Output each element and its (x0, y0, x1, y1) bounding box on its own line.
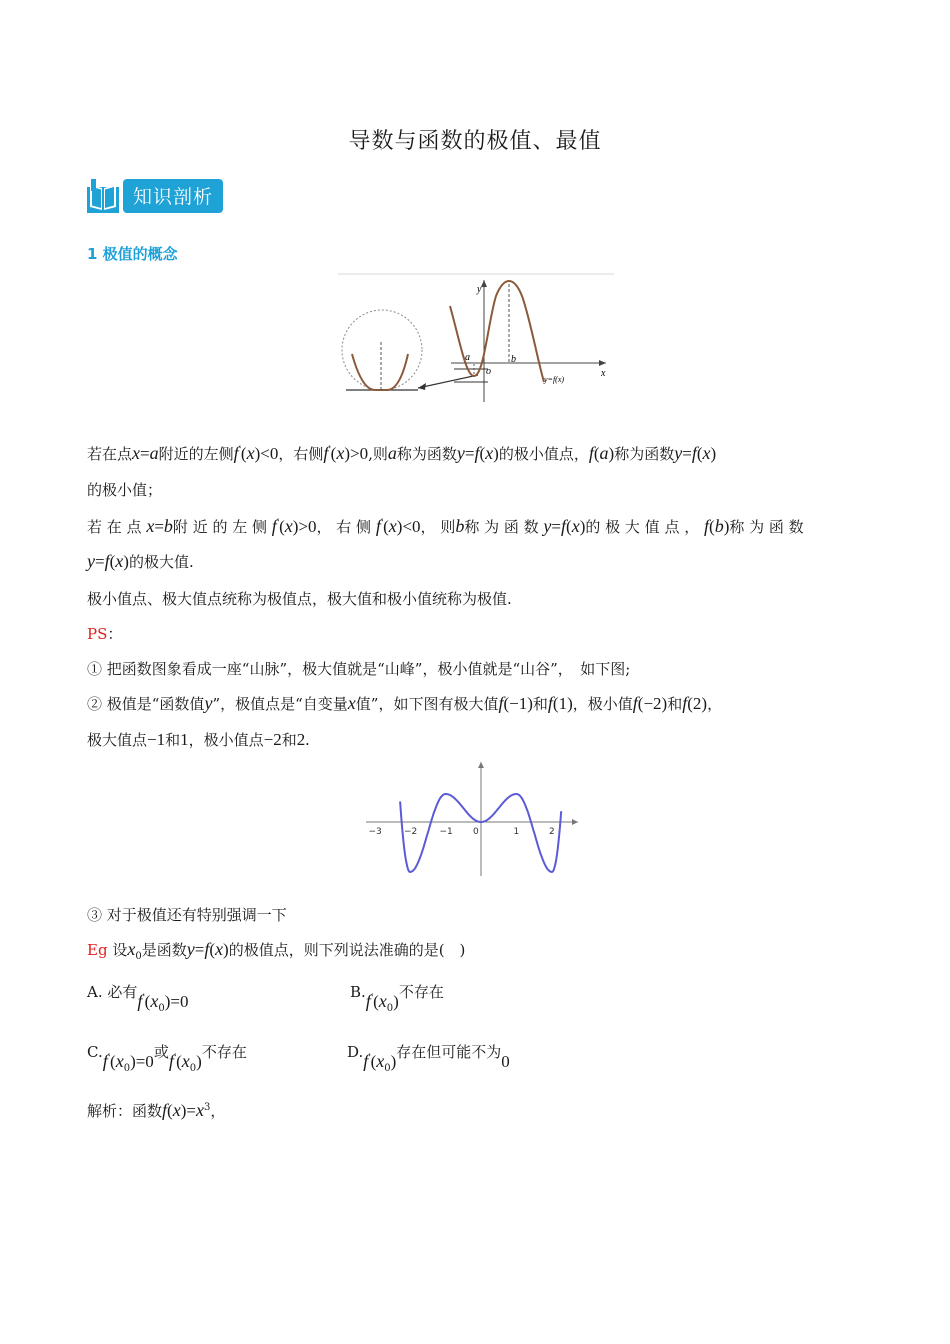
option-b[interactable]: $B.f'(x_0)$不存在 (350, 983, 444, 1014)
ps-item2-line1: ② 极值是“函数值y”，极值点是“自变量x值”，如下图有极大值f(−1)和f(1)，极小值f(−2)和f(2)， (87, 693, 723, 713)
para1-line2: 的极小值； (87, 481, 163, 499)
ps-item2-line2: 极大值点−1和1，极小值点−2和2. (87, 730, 310, 749)
option-c[interactable]: $C.f'(x_0)=0$或$f'(x_0)$不存在 (87, 1043, 247, 1074)
x-tick-label: −1 (439, 827, 453, 837)
para3: 极小值点、极大值点统称为极值点，极大值和极小值统称为极值. (87, 590, 512, 608)
fig1-func-label: y=f(x) (544, 375, 565, 384)
analysis: 解析：函数$f(x)=x^3$， (87, 1100, 226, 1120)
fig1-a-label: a (465, 352, 470, 363)
ps-item1: ① 把函数图象看成一座“山脉”，极大值就是“山峰”，极小值就是“山谷”， 如下图; (87, 660, 631, 678)
extremum-figure (338, 272, 614, 410)
banner-label: 知识剖析 (123, 179, 223, 213)
x-tick-label: 2 (549, 827, 555, 837)
section-banner (87, 178, 223, 214)
fig1-b-label: b (511, 354, 516, 365)
para2-line2: y=f(x)的极大值. (87, 551, 194, 571)
ps-item3: ③ 对于极值还有特别强调一下 (87, 906, 287, 924)
fig1-x-label: x (601, 368, 606, 379)
option-d[interactable]: $D.f'(x_0)$存在但可能不为0 (347, 1043, 510, 1074)
x-tick-label: −2 (404, 827, 418, 837)
ps-heading: PS： (87, 625, 123, 643)
example-question: Eg 设$x_0$是函数y=f(x)的极值点，则下列说法准确的是( ) (87, 939, 466, 962)
extrema-graph (362, 760, 586, 878)
para1-line1: 若在点x=a附近的左侧f′(x)<0，右侧f′(x)>0,则a称为函数y=f(x)的极小值点，f(a)称为函数y=f(x) (87, 443, 717, 463)
option-a[interactable]: A. 必有$f'(x_0)=0$ (87, 983, 189, 1014)
para2-line1: 若 在 点 x=b附 近 的 左 侧 f′(x)>0， 右 侧 f′(x)<0， 则b称 为 函 数 y=f(x)的 极 大 值 点 ， f(b)称 为 函 数 (87, 516, 804, 536)
fig1-o-label: o (486, 366, 491, 377)
x-tick-label: 1 (513, 827, 520, 837)
fig1-y-label: y (477, 284, 482, 295)
section-heading: 1 极值的概念 (87, 245, 178, 263)
open-book-icon (87, 179, 119, 213)
x-tick-label: −3 (368, 827, 382, 837)
x-tick-label: 0 (473, 827, 479, 837)
page-title: 导数与函数的极值、最值 (348, 129, 602, 154)
